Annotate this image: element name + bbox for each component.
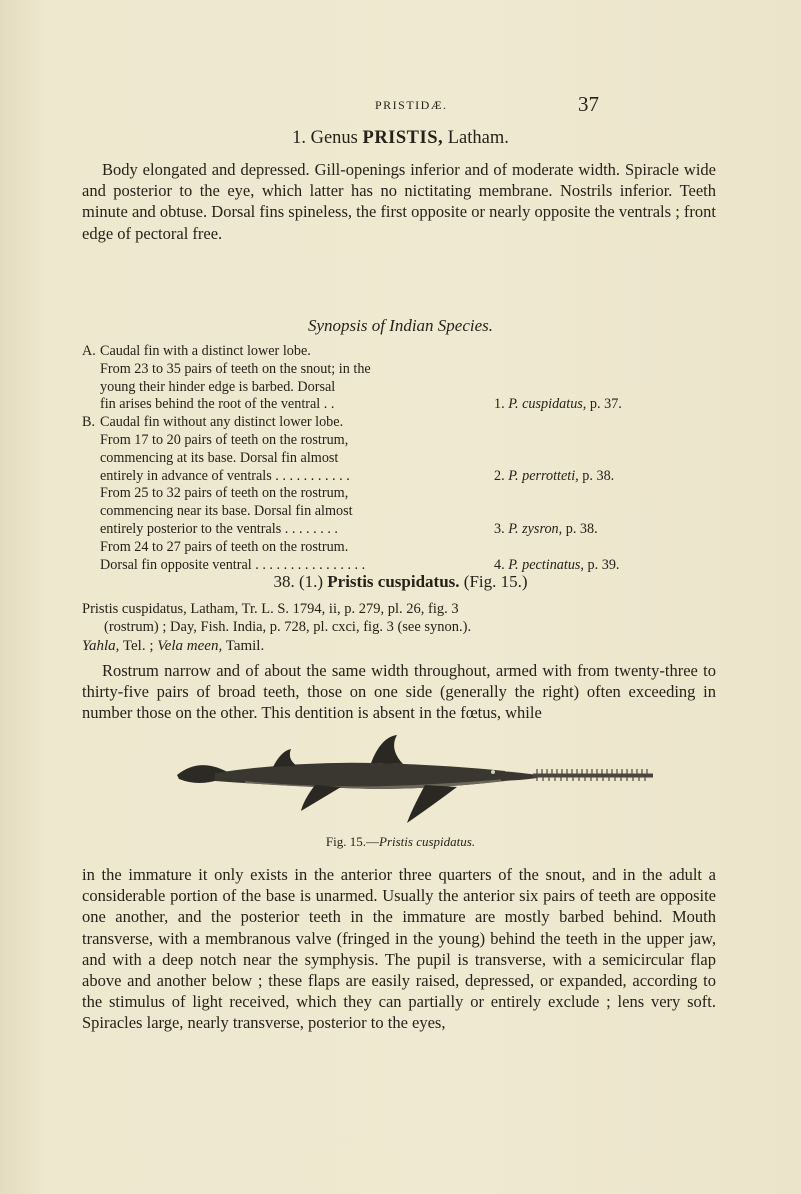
key-text: fin arises behind the root of the ventral . . <box>100 396 335 413</box>
key-row <box>82 396 722 414</box>
key-result <box>494 468 614 486</box>
key-text: From 24 to 27 pairs of teeth on the rostrum. <box>100 538 349 555</box>
vernacular-language: Tamil. <box>225 638 265 654</box>
key-text: entirely in advance of ventrals . . . . . . . . . . . <box>100 467 350 484</box>
synopsis-title: Synopsis of Indian Species. <box>307 316 494 335</box>
key-result-species: P. pectinatus, <box>508 556 584 573</box>
key-row <box>82 468 722 486</box>
key-text: entirely posterior to the ventrals . . . . . . . . <box>100 520 338 537</box>
key-result-number: 4. <box>494 556 505 573</box>
key-row <box>82 343 722 361</box>
key-result-species: P. zysron, <box>508 520 563 537</box>
caption-label: Fig. 15.— <box>325 834 379 849</box>
key-lead: B. <box>82 414 96 431</box>
key-result-species: P. cuspidatus, <box>508 396 587 413</box>
key-text: From 25 to 32 pairs of teeth on the rostrum, <box>100 485 349 502</box>
caption-species: Pristis cuspidatus. <box>379 834 476 849</box>
key-text: Caudal fin without any distinct lower lobe. <box>100 414 344 431</box>
description-paragraph <box>82 864 716 1034</box>
key-text: young their hinder edge is barbed. Dorsal <box>100 378 336 395</box>
key-row <box>82 485 722 503</box>
vernacular-name: Vela meen, <box>157 638 223 654</box>
key-text: From 23 to 35 pairs of teeth on the snout; in the <box>100 360 371 377</box>
key-text: Caudal fin with a distinct lower lobe. <box>100 343 311 359</box>
paragraph-text: Rostrum narrow and of about the same width throughout, armed with from twenty-three to thirty-five pairs of broad teeth, those on one side (generally the right) often exceeding in number those on the other. This dentition is absent in the fœtus, while <box>82 661 716 723</box>
key-lead: A. <box>82 343 96 359</box>
key-result-page: p. 38. <box>565 520 598 537</box>
key-row <box>82 539 722 557</box>
description-paragraph <box>82 660 716 724</box>
species-name: Pristis cuspidatus. <box>327 572 460 591</box>
sawfish-illustration-icon <box>175 735 655 825</box>
vernacular-language: Tel. ; <box>122 638 154 654</box>
key-text: From 17 to 20 pairs of teeth on the rostrum, <box>100 431 349 448</box>
genus-name: PRISTIS, <box>362 128 444 148</box>
genus-description <box>82 159 716 244</box>
key-text: Dorsal fin opposite ventral . . . . . . . . . . . . . . . . <box>100 556 366 573</box>
species-fig-ref: (Fig. 15.) <box>463 572 528 591</box>
species-number: 38. (1.) <box>273 572 324 591</box>
paragraph-text: in the immature it only exists in the anterior three quarters of the snout, and in the adult a considerable portion of the base is unarmed. Usually the anterior six pairs of teeth are opposite one another, and the posterior teeth in the immature are mostly barbed behind. Mouth transverse, with a membranous valve (fringed in the young) behind the teeth in the upper jaw, and with a deep notch near the symphysis. The pupil is transverse, with a semicircular flap above and another below ; these flaps are easily raised, depressed, or expanded, according to the stimulus of light received, which they can partially or entirely exclude ; lens very soft. Spiracles large, nearly transverse, posterior to the eyes, <box>82 865 716 1033</box>
page-number: 37 <box>578 92 599 116</box>
genus-description-text: Body elongated and depressed. Gill-openings inferior and of moderate width. Spiracle wide and posterior to the eye, which latter has no nictitating membrane. Nostrils inferior. Teeth minute and obtuse. Dorsal fins spineless, the first opposite or nearly opposite the ventrals ; front edge of pectoral free. <box>82 160 716 243</box>
genus-authority: Latham. <box>447 128 509 148</box>
species-key <box>82 343 722 574</box>
key-result <box>494 521 598 539</box>
key-row <box>82 450 722 468</box>
page-header <box>0 92 801 122</box>
genus-prefix: 1. Genus <box>292 128 358 148</box>
key-result-species: P. perrotteti, <box>508 467 579 484</box>
key-row <box>82 432 722 450</box>
key-row <box>82 503 722 521</box>
key-text: commencing near its base. Dorsal fin almost <box>100 503 353 520</box>
key-result-page: p. 38. <box>582 467 615 484</box>
key-row <box>82 414 722 432</box>
key-result-number: 2. <box>494 467 505 484</box>
key-result <box>494 396 622 414</box>
key-row <box>82 379 722 397</box>
reference-line: Pristis cuspidatus, Latham, Tr. L. S. 1794, ii, p. 279, pl. 26, fig. 3 <box>82 601 459 617</box>
key-row <box>82 361 722 379</box>
key-result-number: 3. <box>494 520 505 537</box>
reference-line: (rostrum) ; Day, Fish. India, p. 728, pl. cxci, fig. 3 (see synon.). <box>104 619 472 635</box>
key-row <box>82 521 722 539</box>
key-result-page: p. 37. <box>589 396 622 413</box>
figure-caption <box>0 834 801 850</box>
vernacular-names <box>82 638 264 655</box>
key-text: commencing at its base. Dorsal fin almost <box>100 449 339 466</box>
genus-heading <box>0 128 801 149</box>
species-references <box>82 600 722 636</box>
sawfish-figure <box>175 735 655 825</box>
running-head: PRISTIDÆ. <box>375 98 448 112</box>
key-result-number: 1. <box>494 396 505 413</box>
species-heading <box>0 572 801 592</box>
vernacular-name: Yahla, <box>82 638 120 654</box>
key-result-page: p. 39. <box>587 556 620 573</box>
